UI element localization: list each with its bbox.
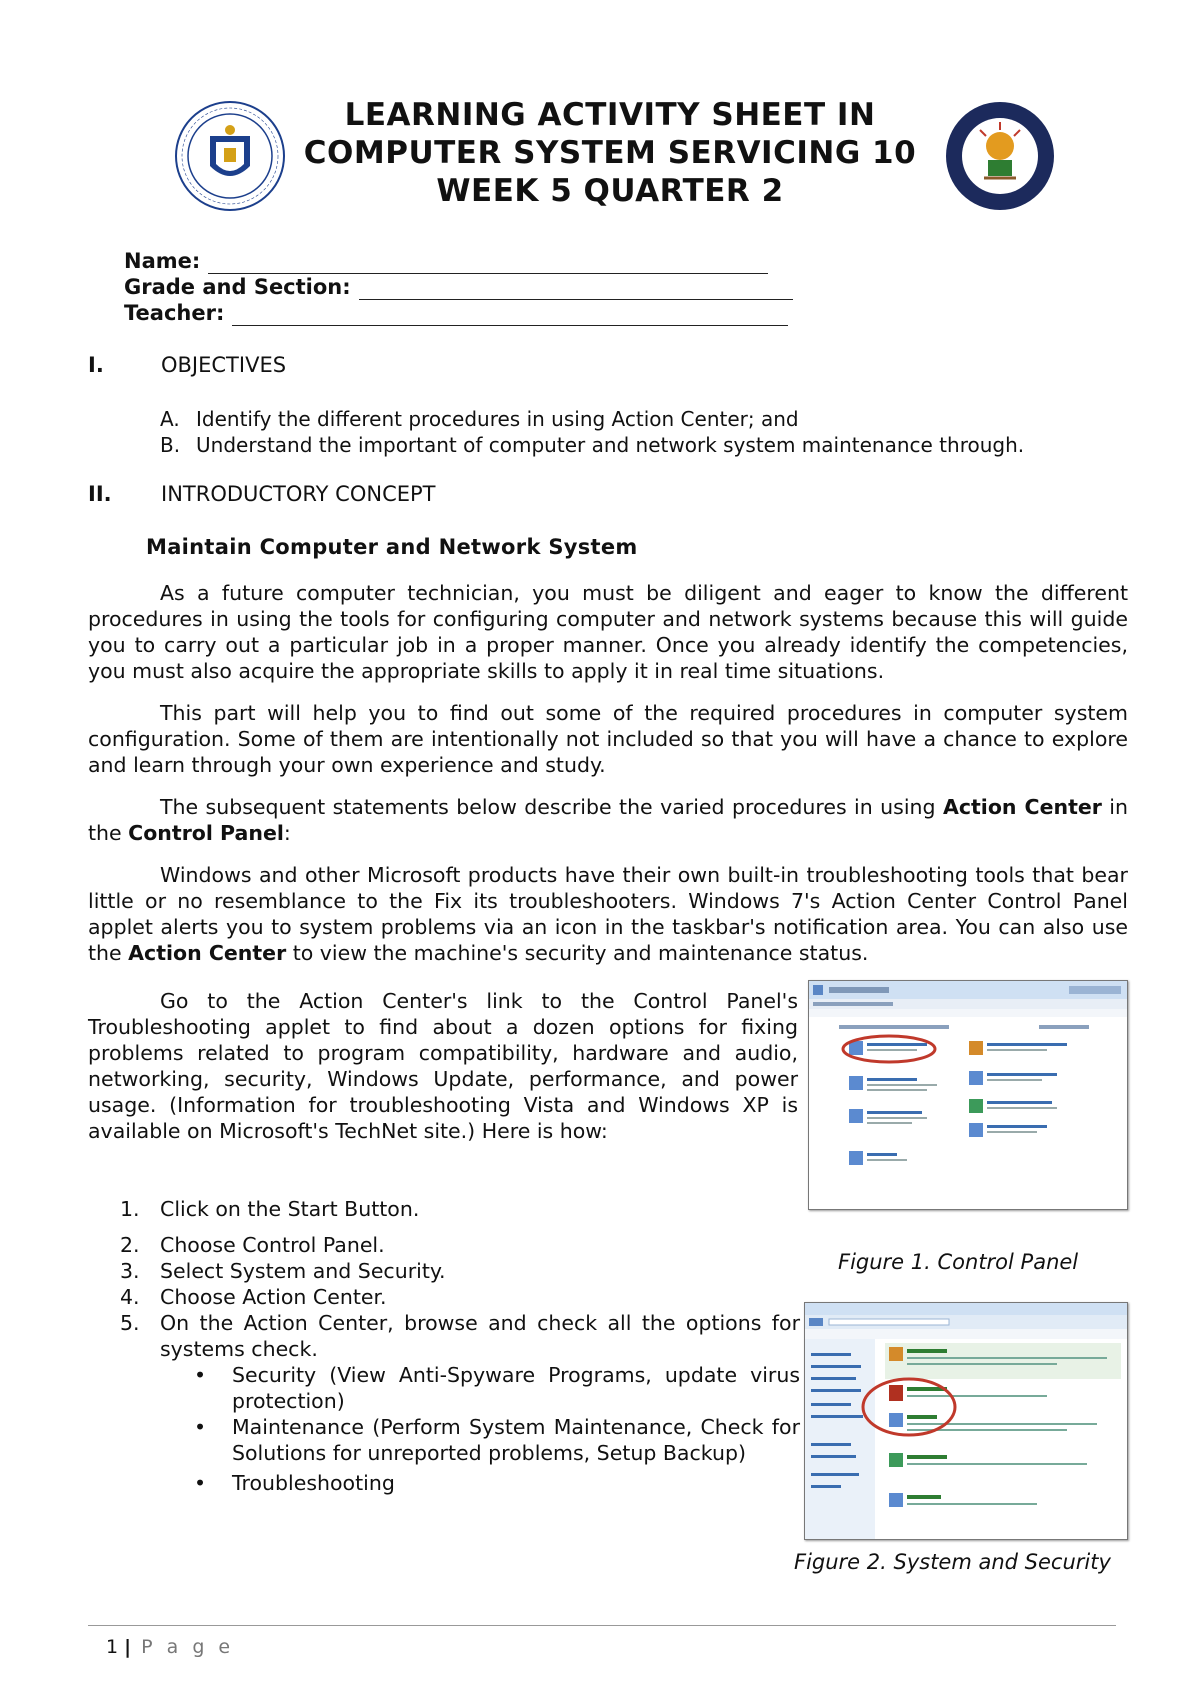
page-number: 1 — [106, 1636, 119, 1658]
bullet-text: Troubleshooting — [232, 1471, 395, 1495]
teacher-label: Teacher: — [124, 301, 225, 325]
list-item — [120, 1258, 800, 1284]
name-field[interactable] — [124, 248, 793, 274]
figure-1-caption: Figure 1. Control Panel — [838, 1250, 1079, 1274]
bullet-dot: • — [194, 1415, 207, 1439]
name-blank[interactable] — [208, 255, 768, 274]
list-item — [120, 1196, 800, 1222]
section-title: OBJECTIVES — [161, 353, 287, 377]
grade-section-label: Grade and Section: — [124, 275, 351, 299]
bold-term: Control Panel — [128, 821, 284, 845]
section-intro-heading — [88, 482, 688, 510]
document-title — [270, 96, 950, 210]
bullet-item — [120, 1362, 800, 1414]
section-number: I. — [88, 353, 104, 377]
footer-separator: | — [124, 1636, 132, 1658]
paragraph-text: : — [283, 821, 291, 845]
item-text: Understand the important of computer and network system maintenance through. — [196, 433, 1025, 457]
objectives-list — [160, 406, 1140, 458]
grade-section-field[interactable] — [124, 274, 793, 300]
paragraph-text: As a future computer technician, you must be diligent and eager to know the different procedures in using the tools for configuring computer and network systems because this will guide you to carry out a particular job in a proper manner. Once you already identify the competencies, you must also acquire the appropriate skills to apply it in real time situations. — [88, 581, 1128, 683]
subheading: Maintain Computer and Network System — [146, 535, 638, 559]
step-number: 3. — [120, 1259, 140, 1283]
section-number: II. — [88, 482, 112, 506]
page-footer — [106, 1636, 234, 1658]
bullet-item — [120, 1470, 800, 1496]
title-line-2: COMPUTER SYSTEM SERVICING 10 — [303, 135, 917, 171]
bullet-text: Maintenance (Perform System Maintenance, Check for Solutions for unreported problems, Setup Backup) — [232, 1415, 800, 1465]
item-marker: A. — [160, 407, 180, 431]
step-number: 1. — [120, 1197, 140, 1221]
student-info-fields — [124, 248, 793, 326]
figure-2-system-security-screenshot — [804, 1302, 1128, 1540]
step-number: 5. — [120, 1311, 140, 1335]
figure-1-control-panel-screenshot — [808, 980, 1128, 1210]
page-label: P a g e — [141, 1636, 235, 1658]
paragraph-text: to view the machine's security and maintenance status. — [286, 941, 869, 965]
paragraph-1 — [88, 580, 1128, 684]
step-text: Select System and Security. — [160, 1259, 446, 1283]
paragraph-4 — [88, 862, 1128, 966]
bullet-dot: • — [194, 1363, 207, 1387]
teacher-field[interactable] — [124, 300, 793, 326]
step-text: Choose Action Center. — [160, 1285, 387, 1309]
step-number: 2. — [120, 1233, 140, 1257]
teacher-blank[interactable] — [232, 307, 788, 326]
figure-2-caption: Figure 2. System and Security — [794, 1550, 1111, 1574]
item-text: Identify the different procedures in using Action Center; and — [196, 407, 799, 431]
paragraph-text: This part will help you to find out some of the required procedures in computer system configuration. Some of them are intentionally not included so that you will have a chance to explore and learn through your own experience and study. — [88, 701, 1128, 777]
paragraph-text: in the — [88, 795, 1128, 845]
paragraph-2 — [88, 700, 1128, 778]
paragraph-text: The subsequent statements below describe the varied procedures in using — [160, 795, 943, 819]
item-marker: B. — [160, 433, 181, 457]
bullet-dot: • — [194, 1471, 207, 1495]
section-title: INTRODUCTORY CONCEPT — [161, 482, 436, 506]
bold-term: Action Center — [942, 795, 1102, 819]
paragraph-3 — [88, 794, 1128, 846]
step-text: On the Action Center, browse and check all the options for systems check. — [160, 1311, 800, 1361]
section-objectives-heading — [88, 353, 688, 381]
title-line-3: WEEK 5 QUARTER 2 — [436, 173, 784, 209]
step-text: Choose Control Panel. — [160, 1233, 385, 1257]
paragraph-text: Windows and other Microsoft products have their own built-in troubleshooting tools that bear little or no resemblance to the Fix its troubleshooters. Windows 7's Action Center Control Panel applet alerts you to system problems via an icon in the taskbar's notification area. You can also use the — [88, 863, 1128, 965]
bold-term: Action Center — [128, 941, 287, 965]
list-item — [160, 406, 1140, 432]
bullet-item — [120, 1414, 800, 1466]
school-seal-logo — [944, 100, 1056, 212]
step-text: Click on the Start Button. — [160, 1197, 420, 1221]
steps-list — [120, 1196, 800, 1496]
title-line-1: LEARNING ACTIVITY SHEET IN — [344, 97, 876, 133]
step-number: 4. — [120, 1285, 140, 1309]
list-item — [120, 1310, 800, 1362]
name-label: Name: — [124, 249, 201, 273]
list-item — [120, 1284, 800, 1310]
grade-section-blank[interactable] — [359, 281, 793, 300]
list-item — [120, 1232, 800, 1258]
list-item — [160, 432, 1140, 458]
bullet-text: Security (View Anti-Spyware Programs, update virus protection) — [232, 1363, 800, 1413]
footer-divider — [88, 1625, 1116, 1626]
paragraph-text: Go to the Action Center's link to the Control Panel's Troubleshooting applet to find about a dozen options for fixing problems related to program compatibility, hardware and audio, networking, security, Windows Update, performance, and power usage. (Information for troubleshooting Vista and Windows XP is available on Microsoft's TechNet site.) Here is how: — [88, 989, 798, 1143]
paragraph-5 — [88, 988, 798, 1144]
